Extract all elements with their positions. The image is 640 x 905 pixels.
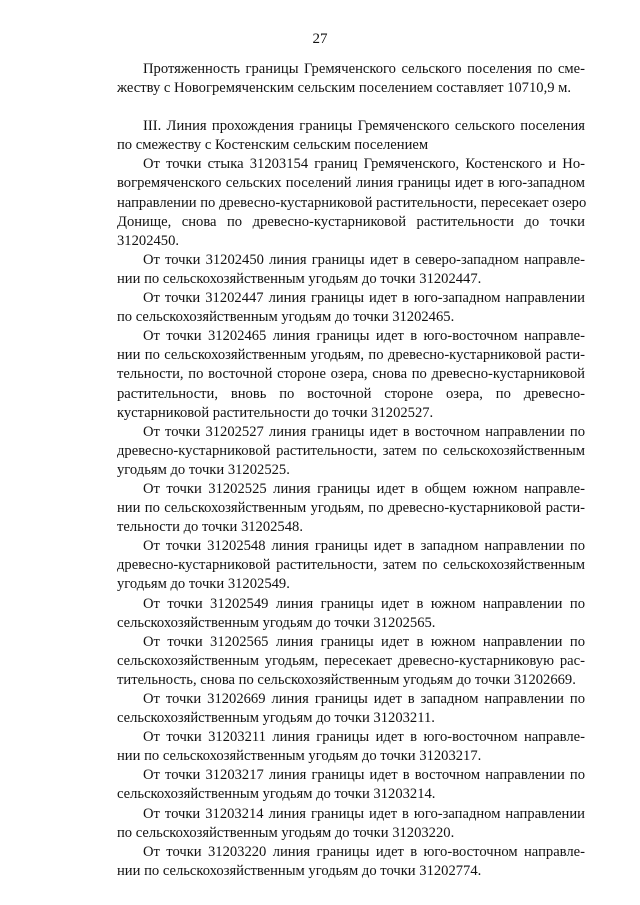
text-line: тительность, снова по сельскохозяйственным угодьям до точки 31202669.	[117, 671, 576, 688]
paragraph	[117, 728, 585, 766]
text-line: III. Линия прохождения границы Гремяченского сельского поселения	[143, 118, 585, 135]
paragraph-gap	[117, 98, 585, 117]
paragraph	[117, 690, 585, 728]
text-line: жеству с Новогремяченским сельским поселением составляет 10710,9 м.	[117, 80, 572, 97]
paragraph	[117, 766, 585, 804]
paragraph	[117, 251, 585, 289]
text-line: От точки 31202525 линия границы идет в общем южном направле-	[143, 480, 585, 497]
text-line: сельскохозяйственным угодьям до точки 31203211.	[117, 710, 435, 727]
text-line: тельности до точки 31202548.	[117, 519, 303, 536]
text-line: От точки 31203211 линия границы идет в юго-восточном направле-	[143, 729, 585, 746]
text-line: сельскохозяйственным угодьям до точки 31202565.	[117, 614, 436, 631]
text-line: нии по сельскохозяйственным угодьям, по древесно-кустарниковой расти-	[117, 500, 585, 517]
paragraph	[117, 537, 585, 594]
text-line: От точки 31203214 линия границы идет в юго-западном направлении	[143, 805, 585, 822]
paragraph	[117, 595, 585, 633]
text-line: нии по сельскохозяйственным угодьям до точки 31203217.	[117, 748, 482, 765]
text-line: От точки 31202527 линия границы идет в восточном направлении по	[143, 423, 585, 440]
text-line: Протяженность границы Гремяченского сельского поселения по сме-	[143, 61, 585, 77]
text-line: по сельскохозяйственным угодьям до точки 31203220.	[117, 824, 455, 841]
text-line: по смежеству с Костенским сельским поселением	[117, 137, 429, 154]
paragraph	[117, 60, 585, 98]
text-line: Донище, снова по древесно-кустарниковой растительности до точки	[117, 213, 585, 230]
text-line: угодьям до точки 31202549.	[117, 576, 290, 593]
text-line: От точки стыка 31203154 границ Гремяченского, Костенского и Но-	[143, 156, 585, 173]
text-line: От точки 31202447 линия границы идет в юго-западном направлении	[143, 290, 585, 307]
text-line: От точки 31202548 линия границы идет в западном направлении по	[143, 538, 585, 555]
text-line: От точки 31202465 линия границы идет в юго-восточном направле-	[143, 328, 585, 345]
text-line: нии по сельскохозяйственным угодьям до точки 31202447.	[117, 270, 482, 287]
text-line: кустарниковой растительности до точки 31202527.	[117, 404, 434, 421]
paragraph	[117, 423, 585, 480]
text-line: От точки 31202549 линия границы идет в южном направлении по	[143, 595, 585, 612]
paragraph	[117, 289, 585, 327]
text-line: От точки 31203220 линия границы идет в юго-восточном направле-	[143, 843, 585, 860]
text-line: направлении по древесно-кустарниковой растительности, пересекает озеро	[117, 194, 587, 211]
text-line: древесно-кустарниковой растительности, затем по сельскохозяйственным	[117, 442, 585, 459]
section-heading	[117, 117, 585, 155]
text-line: угодьям до точки 31202525.	[117, 461, 290, 478]
text-line: 31202450.	[117, 232, 180, 249]
paragraph	[117, 805, 585, 843]
text-line: нии по сельскохозяйственным угодьям до точки 31202774.	[117, 862, 482, 879]
paragraph	[117, 843, 585, 881]
page-number: 27	[312, 31, 328, 47]
text-line: растительности, вновь по восточной стороне озера, по древесно-	[117, 385, 585, 402]
text-line: От точки 31202450 линия границы идет в северо-западном направле-	[143, 251, 585, 268]
paragraph	[117, 327, 585, 422]
text-line: вогремяченского сельских поселений линия границы идет в юго-западном	[117, 175, 585, 192]
text-line: сельскохозяйственным угодьям, пересекает древесно-кустарниковую рас-	[117, 652, 585, 669]
text-line: тельности, по восточной стороне озера, снова по древесно-кустарниковой	[117, 366, 585, 383]
paragraph	[117, 480, 585, 537]
paragraph	[117, 155, 585, 250]
text-line: древесно-кустарниковой растительности, затем по сельскохозяйственным	[117, 557, 585, 574]
text-line: сельскохозяйственным угодьям до точки 31203214.	[117, 786, 436, 803]
document-body	[117, 60, 585, 881]
text-line: нии по сельскохозяйственным угодьям, по древесно-кустарниковой расти-	[117, 347, 585, 364]
text-line: От точки 31203217 линия границы идет в восточном направлении по	[143, 767, 585, 784]
text-line: по сельскохозяйственным угодьям до точки 31202465.	[117, 309, 455, 326]
text-line: От точки 31202669 линия границы идет в западном направлении по	[143, 691, 585, 707]
paragraph	[117, 633, 585, 690]
text-line: От точки 31202565 линия границы идет в южном направлении по	[143, 633, 585, 650]
